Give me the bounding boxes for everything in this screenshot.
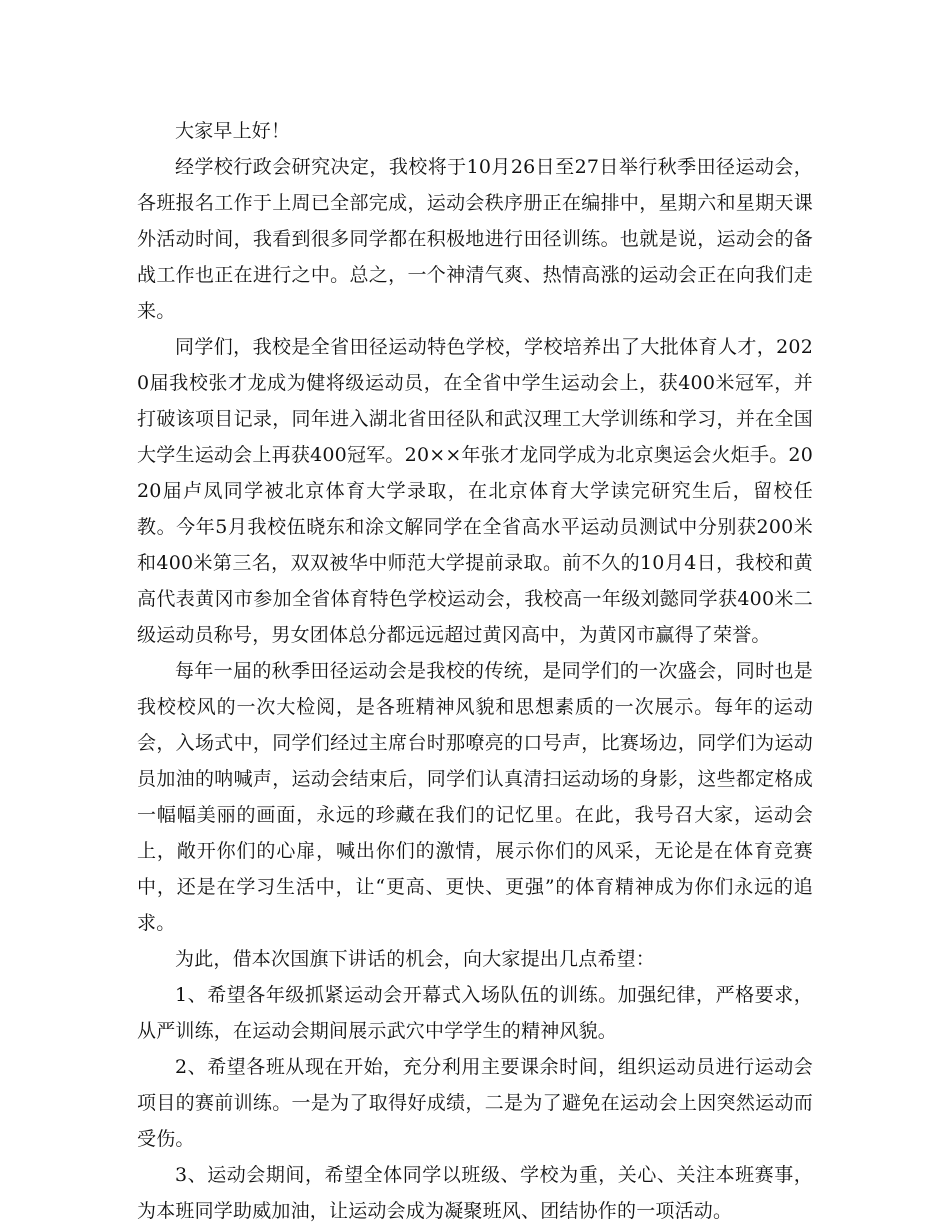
body-paragraph: 同学们，我校是全省田径运动特色学校，学校培养出了大批体育人才，2020届我校张才龙成为健将级运动员，在全省中学生运动会上，获400米冠军，并打破该项目记录，同年进入湖北省田径队和武汉理工大学训练和学习，并在全国大学生运动会上再获400冠军。20××年张才龙同学成为北京奥运会火炬手。2020届卢凤同学被北京体育大学录取，在北京体育大学读完研究生后，留校任教。今年5月我校伍晓东和涂文解同学在全省高水平运动员测试中分别获200米和400米第三名，双双被华中师范大学提前录取。前不久的10月4日，我校和黄高代表黄冈市参加全省体育特色学校运动会，我校高一年级刘懿同学获400米二级运动员称号，男女团体总分都远远超过黄冈高中，为黄冈市赢得了荣誉。 — [137, 336, 813, 646]
body-paragraph: 为此，借本次国旗下讲话的机会，向大家提出几点希望： — [175, 948, 656, 970]
body-paragraph: 每年一届的秋季田径运动会是我校的传统，是同学们的一次盛会，同时也是我校校风的一次大检阅，是各班精神风貌和思想素质的一次展示。每年的运动会，入场式中，同学们经过主席台时那嘹亮的口号声，比赛场边，同学们为运动员加油的呐喊声，运动会结束后，同学们认真清扫运动场的身影，这些都定格成一幅幅美丽的画面，永远的珍藏在我们的记忆里。在此，我号召大家，运动会上，敞开你们的心扉，喊出你们的激情，展示你们的风采，无论是在体育竞赛中，还是在学习生活中，让“更高、更快、更强”的体育精神成为你们永远的追求。 — [137, 660, 813, 934]
list-item-3: 3、运动会期间，希望全体同学以班级、学校为重，关心、关注本班赛事，为本班同学助威加油，让运动会成为凝聚班风、团结协作的一项活动。 — [137, 1164, 813, 1222]
list-item-1: 1、希望各年级抓紧运动会开幕式入场队伍的训练。加强纪律，严格要求，从严训练，在运动会期间展示武穴中学学生的精神风貌。 — [137, 984, 813, 1042]
greeting-paragraph: 大家早上好！ — [175, 120, 291, 142]
body-paragraph: 经学校行政会研究决定，我校将于10月26日至27日举行秋季田径运动会，各班报名工作于上周已全部完成，运动会秩序册正在编排中，星期六和星期天课外活动时间，我看到很多同学都在积极地进行田径训练。也就是说，运动会的备战工作也正在进行之中。总之，一个神清气爽、热情高涨的运动会正在向我们走来。 — [137, 156, 813, 322]
list-item-2: 2、希望各班从现在开始，充分利用主要课余时间，组织运动员进行运动会项目的赛前训练。一是为了取得好成绩，二是为了避免在运动会上因突然运动而受伤。 — [137, 1056, 813, 1150]
